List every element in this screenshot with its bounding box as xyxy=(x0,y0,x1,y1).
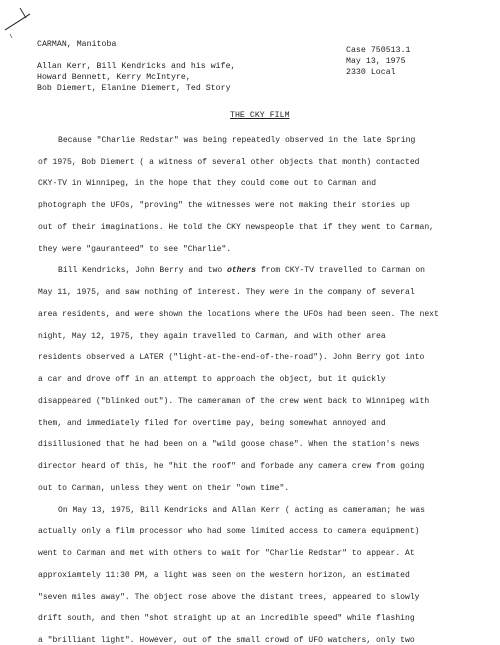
document-title: THE CKY FILM xyxy=(230,111,290,120)
body-line: a "brilliant light". However, out of the small crowd of UFO watchers, only two xyxy=(38,636,415,645)
emphasized-word: others xyxy=(227,266,256,276)
body-line: Because "Charlie Redstar" was being repeatedly observed in the late Spring xyxy=(58,136,416,145)
body-line: night, May 12, 1975, they again travelled to Carman, and with other area xyxy=(38,331,386,341)
body-line: out to Carman, unless they went on their "own time". xyxy=(38,483,290,493)
body-line-start: Bill Kendricks, John Berry and two xyxy=(58,266,228,276)
body-line: residents observed a LATER ("light-at-the-end-of-the-road"). John Berry got into xyxy=(38,353,425,363)
body-line: they were "gauranteed" to see "Charlie". xyxy=(38,244,232,254)
body-line: On May 13, 1975, Bill Kendricks and Allan Kerr ( acting as cameraman; he was xyxy=(58,505,425,515)
body-line: director heard of this, he "hit the roof" and forbade any camera crew from going xyxy=(38,462,425,472)
body-line-end: from CKY-TV travelled to Carman on xyxy=(256,266,426,276)
report-date: May 13, 1975 xyxy=(346,57,406,66)
body-line: disappeared ("blinked out"). The cameraman of the crew went back to Winnipeg with xyxy=(38,396,430,406)
body-line: them, and immediately filed for overtime pay, being somewhat annoyed and xyxy=(38,418,386,428)
witness-line-2: Howard Bennett, Kerry McIntyre, xyxy=(37,73,191,82)
body-line: photograph the UFOs, "proving" the witnesses were not making their stories up xyxy=(38,201,410,211)
body-line: out of their imaginations. He told the CKY newspeople that if they went to Carman, xyxy=(38,222,434,232)
body-line: disillusioned that he had been on a "wild goose chase". When the station's news xyxy=(38,440,420,450)
body-line: drift south, and then "shot straight up at an incredible speed" while flashing xyxy=(38,614,415,624)
body-line: CKY-TV in Winnipeg, in the hope that they could come out to Carman and xyxy=(38,179,377,189)
witness-line-3: Bob Diemert, Elanine Diemert, Ted Story xyxy=(37,84,231,93)
witness-line-1: Allan Kerr, Bill Kendricks and his wife, xyxy=(37,62,236,71)
location-label: CARMAN, Manitoba xyxy=(37,40,117,49)
body-line: approxiamtely 11:30 PM, a light was seen on the western horizon, an estimated xyxy=(38,570,410,580)
body-line xyxy=(58,266,425,275)
case-number: Case 750513.1 xyxy=(346,46,411,55)
body-line: of 1975, Bob Diemert ( a witness of several other objects that month) contacted xyxy=(38,157,420,167)
body-line: actually only a film processor who had some limited access to camera equipment) xyxy=(38,527,420,537)
body-line: "seven miles away". The object rose above the distant trees, appeared to slowly xyxy=(38,592,420,602)
body-line: went to Carman and met with others to wait for "Charlie Redstar" to appear. At xyxy=(38,549,415,559)
body-line: May 11, 1975, and saw nothing of interest. They were in the company of several xyxy=(38,288,415,298)
body-line: a car and drove off in an attempt to approach the object, but it quickly xyxy=(38,375,386,385)
handwritten-mark xyxy=(2,4,42,40)
report-time: 2330 Local xyxy=(346,68,396,77)
body-line: area residents, and were shown the locations where the UFOs had been seen. The next xyxy=(38,309,439,319)
